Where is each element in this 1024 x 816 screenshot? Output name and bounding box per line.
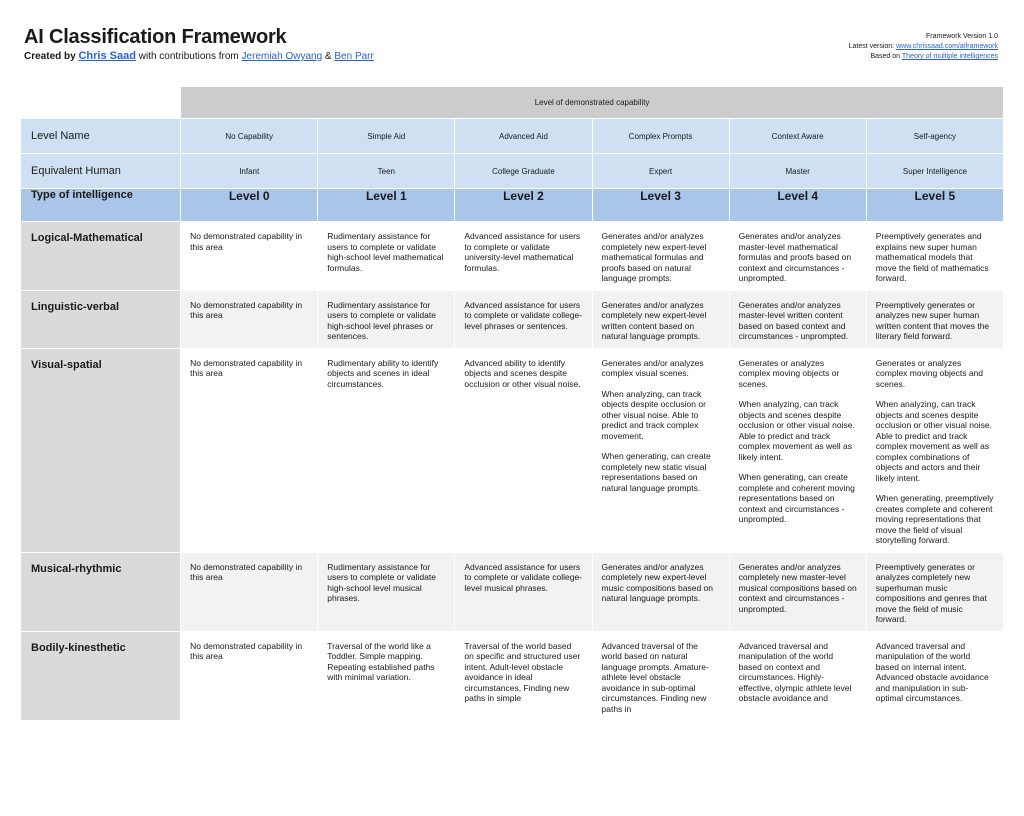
capability-text: Generates and/or analyzes master-level written content based on based context and circumstances - unprompted.	[738, 299, 849, 341]
capability-text: Preemptively generates or analyzes new super human written content that moves the literary field forward.	[875, 299, 990, 341]
capability-text: When generating, preemptively creates complete and coherent moving representations that move the field of visual storytelling forward.	[875, 493, 994, 545]
capability-cell	[866, 222, 1003, 291]
table-row	[21, 552, 1004, 631]
equivalent-human-label: Equivalent Human	[21, 154, 181, 189]
equivalent-human-cell: College Graduate	[455, 154, 592, 189]
capability-cell	[181, 290, 318, 348]
capability-cell	[181, 631, 318, 721]
capability-cell	[729, 631, 866, 721]
intelligence-type-label: Visual-spatial	[21, 348, 181, 552]
capability-text: Rudimentary ability to identify objects and scenes in ideal circumstances.	[327, 357, 439, 389]
level-header: Level 1	[318, 189, 455, 222]
capability-text: No demonstrated capability in this area	[190, 357, 303, 378]
capability-text: When generating, can create completely new static visual representations based on natural language prompts.	[601, 451, 711, 493]
table-row	[21, 290, 1004, 348]
capability-text: Advanced ability to identify objects and scenes despite occlusion or other visual noise.	[464, 357, 581, 389]
capability-text: Rudimentary assistance for users to complete or validate high-school level mathematical formulas.	[327, 231, 444, 273]
capability-cell	[455, 631, 592, 721]
capability-text: Generates and/or analyzes completely new expert-level written content based on natural language prompts.	[601, 299, 707, 341]
capability-text: Advanced assistance for users to complete or validate college-level musical phrases.	[464, 561, 583, 593]
capability-cell	[592, 290, 729, 348]
capability-text: When analyzing, can track objects despite occlusion or other visual noise. Able to predict and track complex movement.	[601, 388, 706, 441]
contributions-text: with contributions from	[138, 51, 239, 62]
level-name-cell: Context Aware	[729, 119, 866, 154]
contributor-link-parr[interactable]: Ben Parr	[334, 51, 374, 62]
capability-cell	[866, 631, 1003, 721]
latest-version-link[interactable]: www.chrissaad.com/aiframework	[896, 43, 998, 50]
level-header: Level 0	[181, 189, 318, 222]
level-header: Level 2	[455, 189, 592, 222]
capability-cell	[592, 222, 729, 291]
capability-text: No demonstrated capability in this area	[190, 231, 303, 252]
table-row	[21, 631, 1004, 721]
level-name-cell: Complex Prompts	[592, 119, 729, 154]
capability-text: No demonstrated capability in this area	[190, 561, 303, 582]
equivalent-human-row	[21, 154, 1004, 189]
equivalent-human-cell: Master	[729, 154, 866, 189]
level-header: Level 5	[866, 189, 1003, 222]
created-by-label: Created by	[24, 51, 76, 62]
capability-cell	[592, 348, 729, 552]
capability-cell	[592, 631, 729, 721]
intelligence-type-label: Linguistic-verbal	[21, 290, 181, 348]
capability-text: When analyzing, can track objects and scenes despite occlusion or other visual noise. Able to predict and track complex movement as well as likely intent.	[738, 399, 855, 462]
capability-text: When analyzing, can track objects and scenes despite occlusion or other visual noise. Able to predict and track complex movement as well as complex combinations of objects and actors and their likely intent.	[875, 399, 992, 483]
equivalent-human-cell: Infant	[181, 154, 318, 189]
type-row	[21, 189, 1004, 222]
level-name-cell: No Capability	[181, 119, 318, 154]
capability-cell	[729, 552, 866, 631]
capability-cell	[455, 222, 592, 291]
intelligence-type-label: Bodily-kinesthetic	[21, 631, 181, 721]
level-header: Level 4	[729, 189, 866, 222]
byline	[24, 50, 374, 62]
page-title: AI Classification Framework	[24, 26, 287, 48]
banner-row	[21, 87, 1004, 119]
capability-text: Preemptively generates and explains new super human mathematical models that move the field of mathematics forward.	[875, 231, 989, 283]
table-row	[21, 348, 1004, 552]
author-link[interactable]: Chris Saad	[78, 50, 136, 62]
level-name-row	[21, 119, 1004, 154]
level-name-cell: Simple Aid	[318, 119, 455, 154]
capability-text: No demonstrated capability in this area	[190, 299, 303, 320]
version-info	[849, 32, 998, 62]
equivalent-human-cell: Expert	[592, 154, 729, 189]
capability-banner: Level of demonstrated capability	[181, 87, 1004, 119]
classification-table	[20, 86, 1004, 721]
ampersand: &	[324, 51, 332, 62]
theory-link[interactable]: Theory of multiple intelligences	[901, 53, 998, 60]
capability-text: Rudimentary assistance for users to complete or validate high-school level musical phrases.	[327, 561, 436, 603]
capability-text: Generates and/or analyzes master-level mathematical formulas and proofs based on context and circumstances - unprompted.	[738, 231, 852, 283]
capability-text: Preemptively generates or analyzes completely new superhuman music compositions and genres that move the field of music forward.	[875, 561, 987, 624]
capability-text: Generates and/or analyzes completely new expert-level mathematical formulas and proofs based on natural language prompts.	[601, 231, 707, 283]
capability-text: Advanced assistance for users to complete or validate college-level phrases or sentences.	[464, 299, 583, 331]
capability-cell	[866, 290, 1003, 348]
capability-text: Traversal of the world based on specific and structured user intent. Adult-level obstacle avoidance in ideal circumstances, Finding new paths in simple	[464, 640, 581, 703]
capability-cell	[318, 348, 455, 552]
level-name-cell: Self-agency	[866, 119, 1003, 154]
corner-cell	[21, 87, 181, 119]
intelligence-type-label: Musical-rhythmic	[21, 552, 181, 631]
level-name-label: Level Name	[21, 119, 181, 154]
equivalent-human-cell: Teen	[318, 154, 455, 189]
capability-cell	[729, 222, 866, 291]
based-on-label: Based on	[870, 53, 901, 60]
capability-text: Advanced traversal and manipulation of the world based on internal intent. Advanced obstacle avoidance and manipulation in sub-optimal circumstances.	[875, 640, 989, 703]
capability-text: Generates and/or analyzes completely new expert-level music compositions based on natural language prompts.	[601, 561, 714, 603]
capability-cell	[866, 552, 1003, 631]
capability-cell	[318, 631, 455, 721]
capability-cell	[455, 552, 592, 631]
capability-cell	[592, 552, 729, 631]
capability-text: No demonstrated capability in this area	[190, 640, 303, 661]
capability-text: Generates and/or analyzes completely new master-level musical compositions based on context and circumstances - unprompted.	[738, 561, 857, 614]
capability-text: Advanced assistance for users to complete or validate university-level mathematical formulas.	[464, 231, 581, 273]
capability-text: Advanced traversal of the world based on natural language prompts. Amature-athlete level obstacle avoidance in sub-optimal circumstances. Finding new paths in	[601, 640, 709, 714]
latest-version-label: Latest version:	[848, 43, 895, 50]
capability-cell	[455, 348, 592, 552]
intelligence-type-label: Logical-Mathematical	[21, 222, 181, 291]
capability-text: Rudimentary assistance for users to complete or validate high-school level phrases or sentences.	[327, 299, 436, 341]
capability-cell	[866, 348, 1003, 552]
based-on-line	[849, 52, 998, 62]
level-header: Level 3	[592, 189, 729, 222]
framework-version: Framework Version 1.0	[926, 33, 998, 40]
capability-cell	[181, 348, 318, 552]
latest-version-line	[849, 42, 998, 52]
capability-text: When generating, can create complete and coherent moving representations based on context and circumstances - unprompted.	[738, 472, 855, 524]
capability-text: Generates or analyzes complex moving objects and scenes.	[875, 357, 984, 389]
capability-text: Advanced traversal and manipulation of the world based on context and circumstances. Highly-effective, olympic athlete level obstacle avoidance and	[738, 640, 852, 703]
capability-cell	[729, 290, 866, 348]
capability-cell	[729, 348, 866, 552]
equivalent-human-cell: Super Intelligence	[866, 154, 1003, 189]
capability-cell	[181, 222, 318, 291]
capability-cell	[318, 290, 455, 348]
level-name-cell: Advanced Aid	[455, 119, 592, 154]
contributor-link-owyang[interactable]: Jeremiah Owyang	[241, 51, 323, 62]
capability-cell	[318, 222, 455, 291]
capability-cell	[181, 552, 318, 631]
capability-cell	[318, 552, 455, 631]
capability-text: Generates and/or analyzes complex visual scenes.	[601, 357, 704, 378]
table-row	[21, 222, 1004, 291]
capability-text: Traversal of the world like a Toddler. Simple mapping. Repeating established paths with minimal variation.	[327, 640, 435, 682]
capability-cell	[455, 290, 592, 348]
type-of-intelligence-label: Type of intelligence	[21, 189, 181, 222]
capability-text: Generates or analyzes complex moving objects or scenes.	[738, 357, 840, 389]
